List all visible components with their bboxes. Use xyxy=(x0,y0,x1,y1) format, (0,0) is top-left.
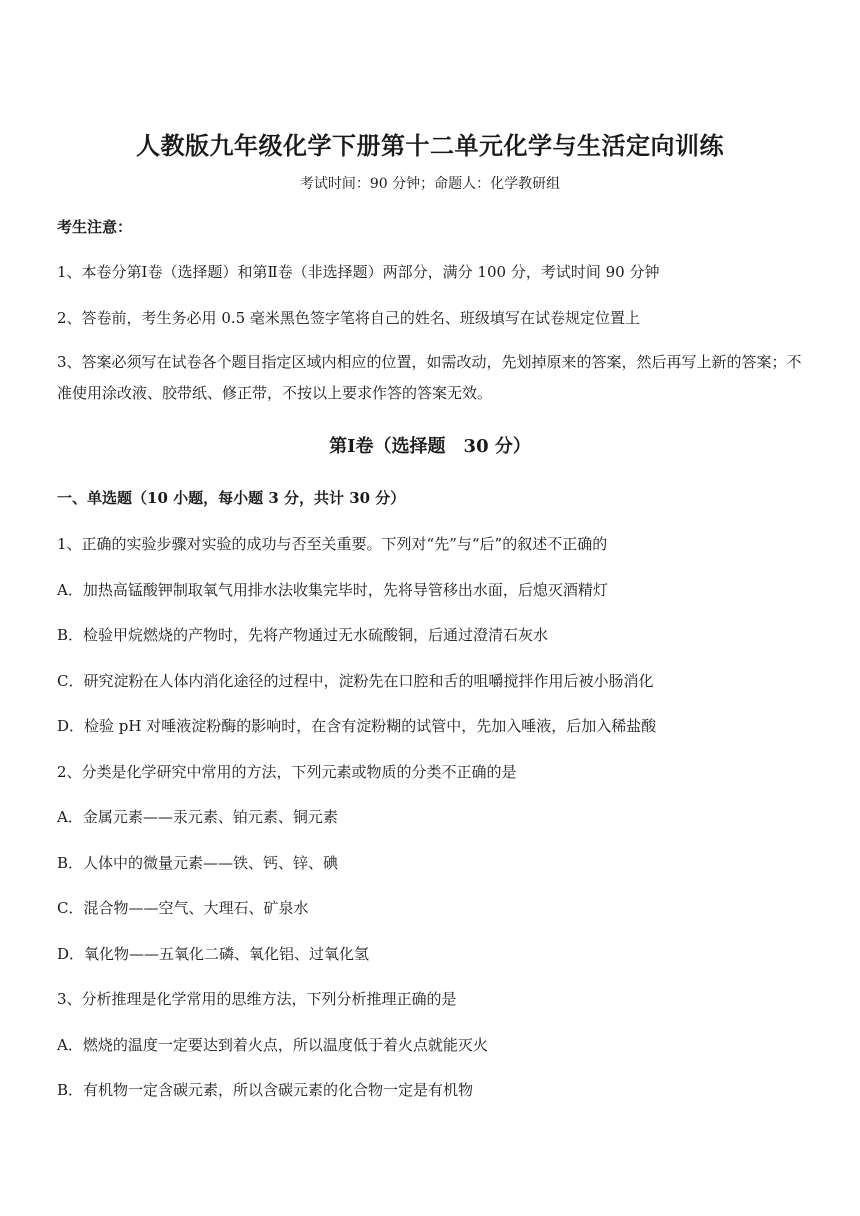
question-stem: 3、分析推理是化学常用的思维方法，下列分析推理正确的是 xyxy=(57,990,457,1008)
question-option: A．燃烧的温度一定要达到着火点，所以温度低于着火点就能灭火 xyxy=(57,1036,488,1054)
question-stem: 1、正确的实验步骤对实验的成功与否至关重要。下列对“先”与“后”的叙述不正确的 xyxy=(57,535,608,553)
page-title: 人教版九年级化学下册第十二单元化学与生活定向训练 xyxy=(136,131,724,160)
question-option: C．研究淀粉在人体内消化途径的过程中，淀粉先在口腔和舌的咀嚼搅拌作用后被小肠消化 xyxy=(57,672,654,690)
question-option: B．有机物一定含碳元素，所以含碳元素的化合物一定是有机物 xyxy=(57,1081,474,1099)
section-title: 第Ⅰ卷（选择题 30 分） xyxy=(329,436,531,457)
question-option: D．氧化物——五氧化二磷、氧化铝、过氧化氢 xyxy=(57,945,370,963)
question-option: C．混合物——空气、大理石、矿泉水 xyxy=(57,899,309,917)
question-option: D．检验 pH 对唾液淀粉酶的影响时，在含有淀粉糊的试管中，先加入唾液，后加入稀盐酸 xyxy=(57,717,657,735)
question-stem: 2、分类是化学研究中常用的方法，下列元素或物质的分类不正确的是 xyxy=(57,763,517,781)
notice-heading: 考生注意： xyxy=(57,218,133,236)
question-option: A．加热高锰酸钾制取氧气用排水法收集完毕时，先将导管移出水面，后熄灭酒精灯 xyxy=(57,581,608,599)
notice-item: 1、本卷分第Ⅰ卷（选择题）和第Ⅱ卷（非选择题）两部分，满分 100 分，考试时间 90 分钟 xyxy=(57,263,660,281)
part-heading: 一、单选题（10 小题，每小题 3 分，共计 30 分） xyxy=(57,489,406,507)
notice-item: 3、答案必须写在试卷各个题目指定区域内相应的位置，如需改动，先划掉原来的答案，然后再写上新的答案；不准使用涂改液、胶带纸、修正带，不按以上要求作答的答案无效。 xyxy=(57,353,802,402)
question-option: B．人体中的微量元素——铁、钙、锌、碘 xyxy=(57,854,339,872)
question-option: A．金属元素——汞元素、铂元素、铜元素 xyxy=(57,808,338,826)
exam-info: 考试时间：90 分钟；命题人：化学教研组 xyxy=(299,176,561,192)
notice-item: 2、答卷前，考生务必用 0.5 毫米黑色签字笔将自己的姓名、班级填写在试卷规定位置上 xyxy=(57,309,640,327)
question-option: B．检验甲烷燃烧的产物时，先将产物通过无水硫酸铜，后通过澄清石灰水 xyxy=(57,626,549,644)
